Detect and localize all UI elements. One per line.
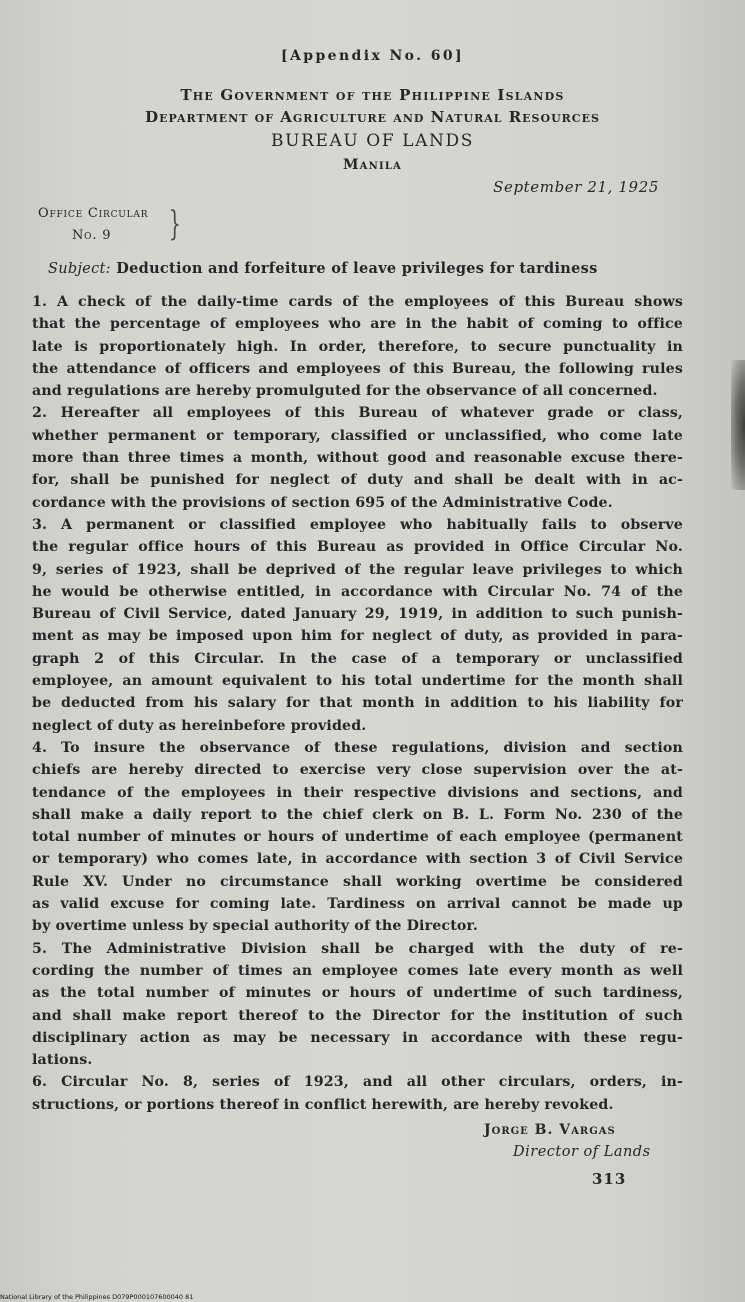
- subject-text: Deduction and forfeiture of leave privileges for tardiness: [116, 260, 598, 277]
- paragraph-5: [32, 938, 683, 1072]
- signatory-title: Director of Lands: [513, 1144, 651, 1160]
- text-line: tendance of the employees in their respective divisions and sections, and: [32, 784, 683, 801]
- text-line: structions, or portions thereof in conflict herewith, are hereby revoked.: [32, 1096, 614, 1113]
- text-line: cording the number of times an employee comes late every month as well: [32, 962, 683, 979]
- text-line: and shall make report thereof to the Director for the institution of such: [32, 1007, 683, 1024]
- paragraph-3: [32, 514, 683, 737]
- text-line: by overtime unless by special authority of the Director.: [32, 918, 478, 935]
- office-circular-block: [38, 203, 148, 247]
- text-line: be deducted from his salary for that month in addition to his liability for: [32, 695, 683, 712]
- circular-number: No. 9: [72, 228, 112, 243]
- text-line: and regulations are hereby promulguted for the observance of all concerned.: [32, 383, 658, 400]
- text-line: that the percentage of employees who are in the habit of coming to office: [32, 316, 683, 333]
- text-line: the regular office hours of this Bureau as provided in Office Circular No.: [32, 539, 683, 556]
- text-line: as valid excuse for coming late. Tardiness on arrival cannot be made up: [32, 896, 683, 913]
- text-line: disciplinary action as may be necessary in accordance with these regu-: [32, 1029, 683, 1046]
- department-heading: Department of Agriculture and Natural Resources: [145, 108, 600, 126]
- text-line: more than three times a month, without good and reasonable excuse there-: [32, 450, 683, 467]
- text-line: 5. The Administrative Division shall be charged with the duty of re-: [32, 940, 683, 957]
- text-line: Bureau of Civil Service, dated January 29, 1919, in addition to such punish-: [32, 606, 683, 623]
- paragraph-6: [32, 1071, 683, 1116]
- text-line: 1. A check of the daily-time cards of the employees of this Bureau shows: [32, 294, 683, 310]
- text-line: graph 2 of this Circular. In the case of a temporary or unclassified: [32, 650, 683, 667]
- text-line: late is proportionately high. In order, therefore, to secure punctuality in: [32, 338, 683, 355]
- text-line: cordance with the provisions of section 695 of the Administrative Code.: [32, 494, 613, 511]
- text-line: 3. A permanent or classified employee who habitually fails to observe: [32, 516, 683, 533]
- bureau-heading: BUREAU OF LANDS: [271, 131, 474, 151]
- paragraph-4: [32, 737, 683, 938]
- text-line: 4. To insure the observance of these regulations, division and section: [32, 739, 683, 756]
- government-heading: The Government of the Philippine Islands: [180, 86, 565, 104]
- city-heading: Manila: [342, 157, 403, 173]
- text-line: chiefs are hereby directed to exercise very close supervision over the at-: [32, 762, 683, 779]
- text-line: or temporary) who comes late, in accordance with section 3 of Civil Service: [32, 851, 683, 868]
- text-line: for, shall be punished for neglect of duty and shall be dealt with in ac-: [32, 472, 683, 489]
- subject-line: [48, 260, 598, 277]
- page-edge-shadow: [731, 360, 745, 490]
- appendix-label: [Appendix No. 60]: [280, 48, 465, 64]
- text-line: 6. Circular No. 8, series of 1923, and all other circulars, orders, in-: [32, 1074, 683, 1091]
- page-number: 313: [592, 1170, 627, 1188]
- paragraph-2: [32, 402, 683, 513]
- text-line: 9, series of 1923, shall be deprived of the regular leave privileges to which: [32, 561, 683, 578]
- text-line: employee, an amount equivalent to his total undertime for the month shall: [32, 673, 683, 690]
- archive-footer: National Library of the Philippines D079P000107600040 81: [0, 1293, 194, 1301]
- text-line: he would be otherwise entitled, in accordance with Circular No. 74 of the: [32, 583, 683, 600]
- text-line: the attendance of officers and employees of this Bureau, the following rules: [32, 360, 683, 377]
- text-line: whether permanent or temporary, classified or unclassified, who come late: [32, 427, 683, 444]
- text-line: Rule XV. Under no circumstance shall working overtime be considered: [32, 873, 683, 890]
- brace-mark: }: [168, 204, 181, 244]
- text-line: lations.: [32, 1052, 93, 1069]
- circular-body: [32, 291, 683, 1116]
- subject-label: Subject:: [48, 261, 111, 277]
- paragraph-1: [32, 291, 683, 402]
- circular-type: Office Circular: [38, 206, 149, 221]
- text-line: ment as may be imposed upon him for neglect of duty, as provided in para-: [32, 628, 683, 645]
- circular-date: September 21, 1925: [493, 178, 659, 196]
- text-line: neglect of duty as hereinbefore provided.: [32, 717, 367, 734]
- text-line: total number of minutes or hours of undertime of each employee (permanent: [32, 829, 683, 846]
- text-line: 2. Hereafter all employees of this Bureau of whatever grade or class,: [32, 405, 683, 422]
- text-line: as the total number of minutes or hours of undertime of such tardiness,: [32, 985, 683, 1002]
- text-line: shall make a daily report to the chief clerk on B. L. Form No. 230 of the: [32, 806, 683, 823]
- signatory-name: Jorge B. Vargas: [484, 1122, 616, 1138]
